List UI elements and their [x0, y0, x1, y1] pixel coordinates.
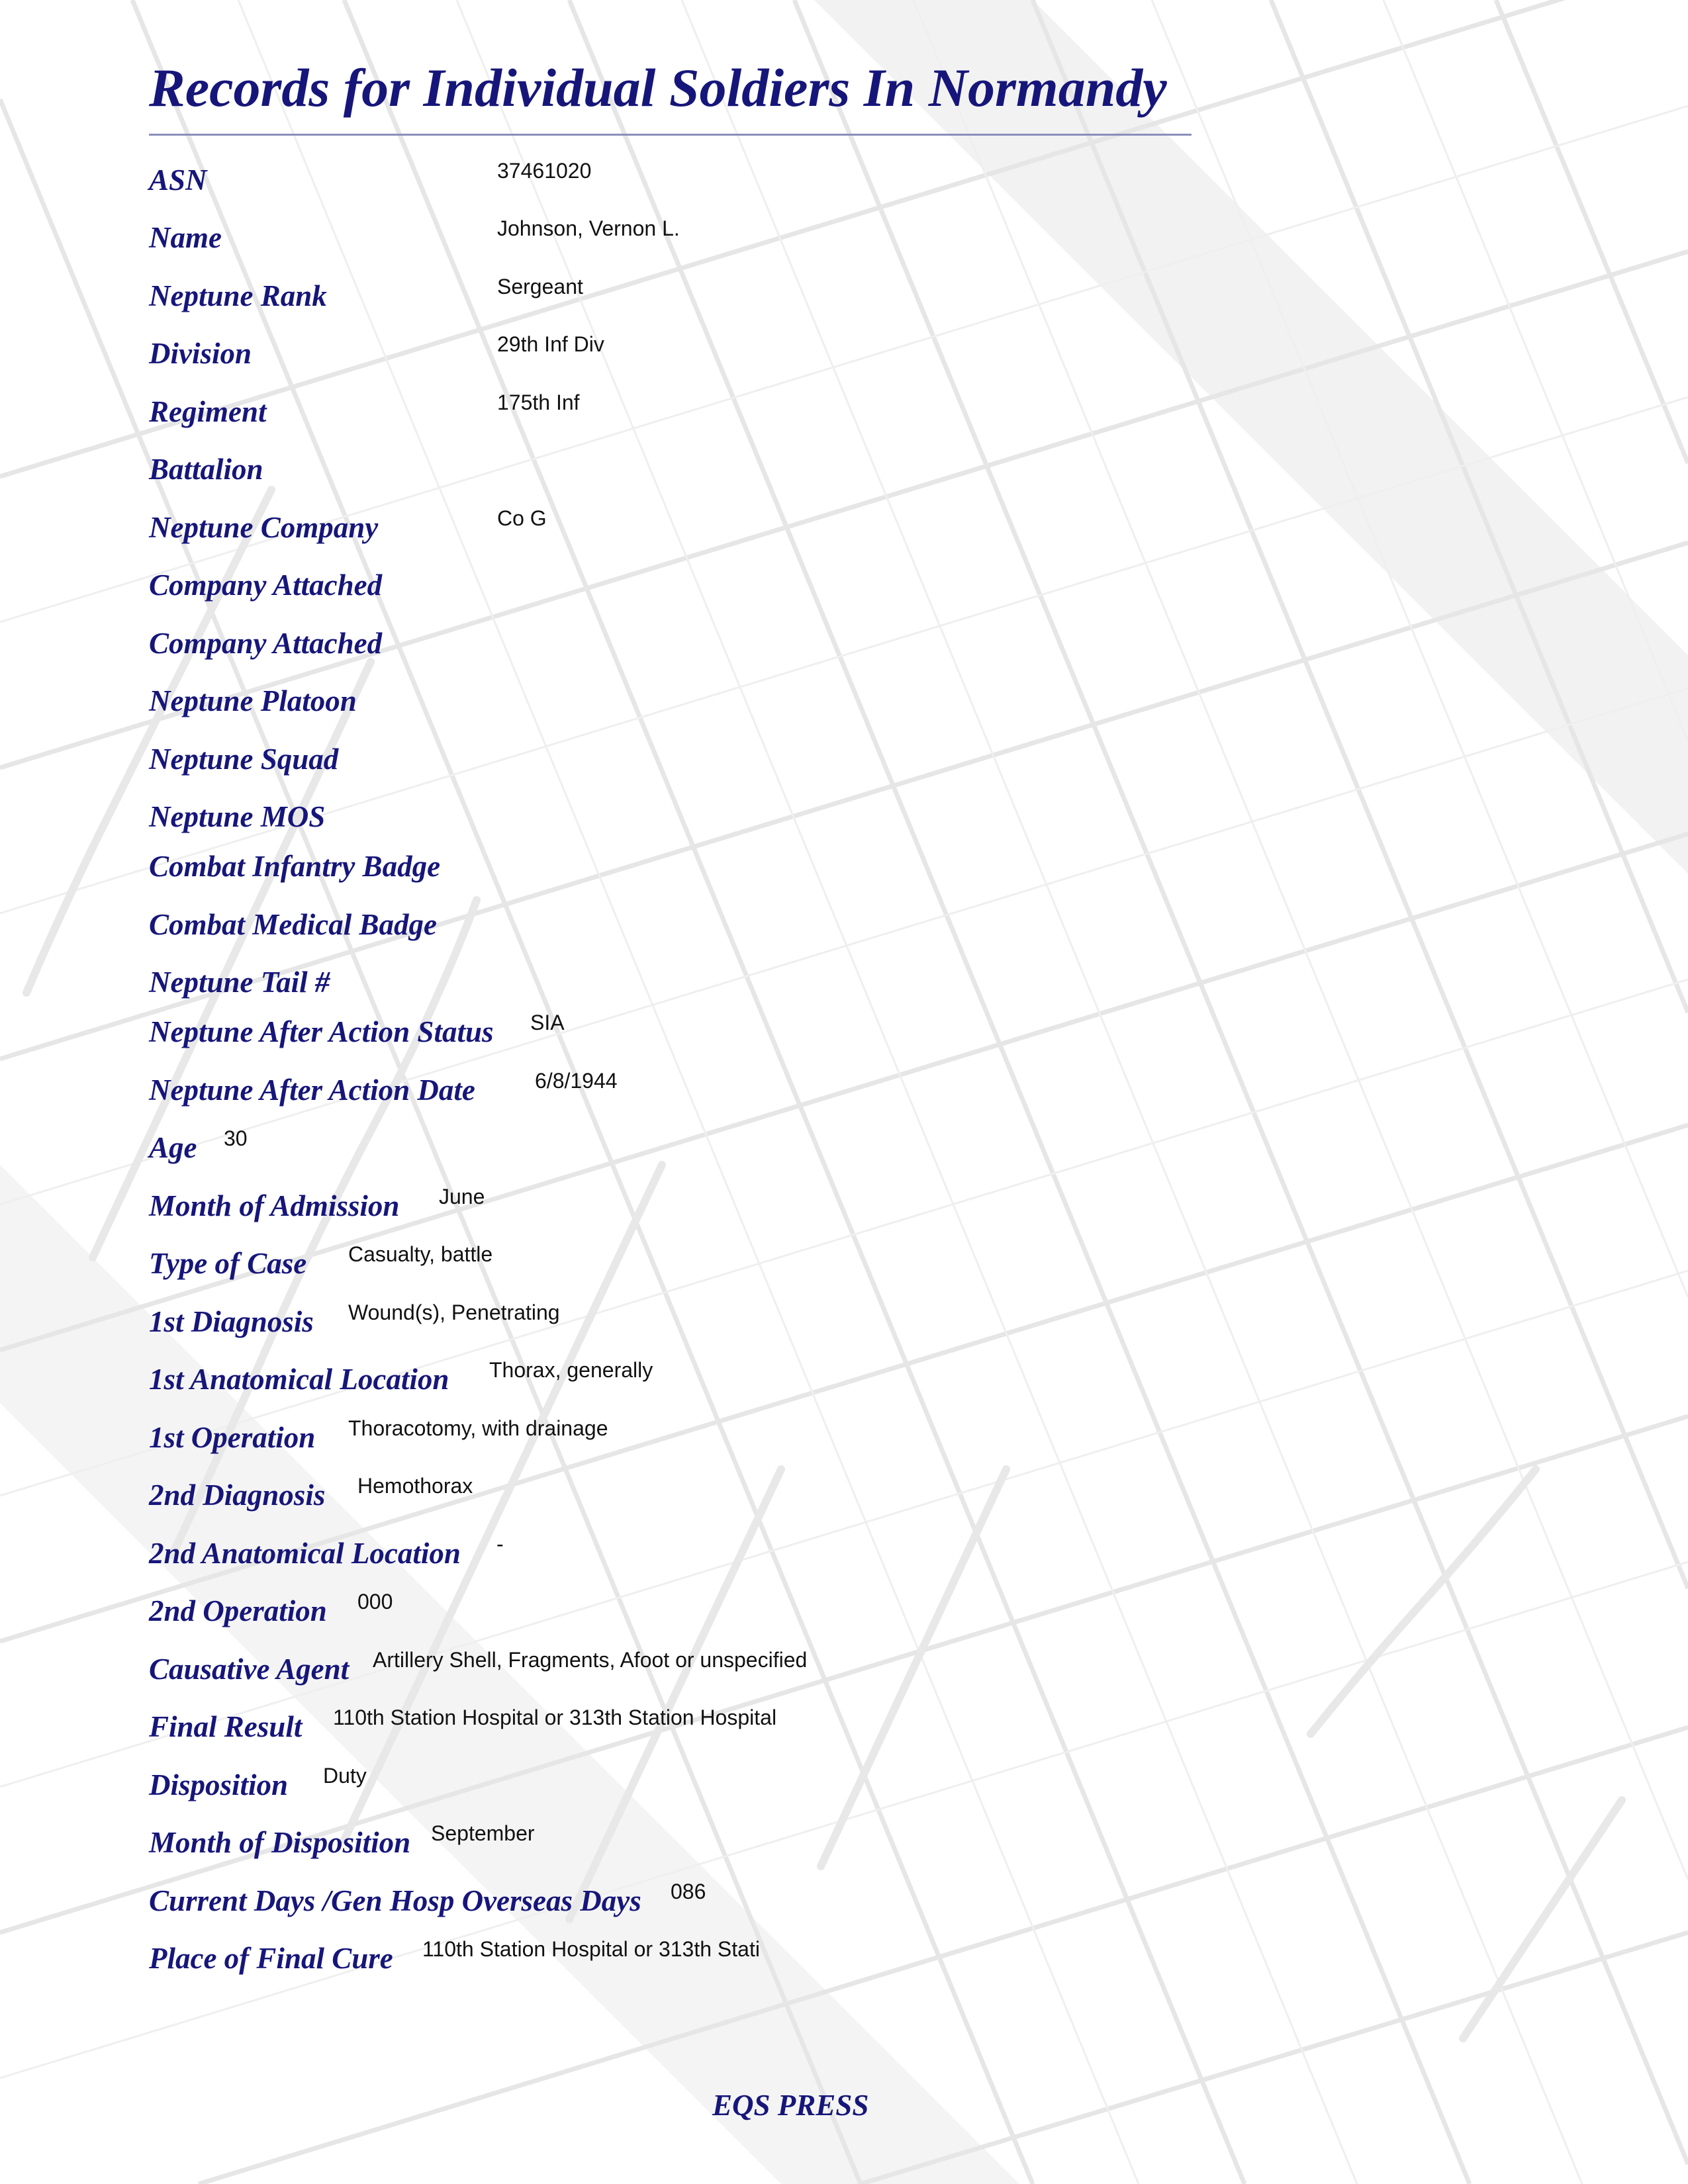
field-2nd-diagnosis: [149, 1474, 473, 1512]
field-neptune-tail: [149, 968, 497, 997]
field-label: ASN: [149, 163, 207, 197]
field-neptune-mos: [149, 802, 497, 832]
field-value: SIA: [530, 1011, 565, 1034]
field-label: Final Result: [149, 1710, 303, 1743]
field-label: Current Days /Gen Hosp Overseas Days: [149, 1884, 641, 1917]
field-label: Type of Case: [149, 1247, 307, 1280]
field-label: Neptune After Action Date: [149, 1073, 475, 1107]
field-label: 2nd Anatomical Location: [149, 1537, 461, 1570]
field-label: Company Attached: [149, 569, 383, 602]
field-neptune-rank: [149, 275, 583, 312]
field-label: Company Attached: [149, 627, 383, 660]
field-value: 110th Station Hospital or 313th Stati: [422, 1937, 760, 1961]
field-2nd-anatomical-location: [149, 1532, 504, 1570]
field-value: Thorax, generally: [489, 1358, 653, 1382]
field-label: Place of Final Cure: [149, 1942, 393, 1975]
field-label: Neptune Platoon: [149, 684, 357, 717]
field-division: [149, 332, 604, 370]
field-value: -: [496, 1532, 504, 1556]
field-value: Hemothorax: [357, 1474, 473, 1498]
field-value: Artillery Shell, Fragments, Afoot or unspecified: [373, 1648, 808, 1672]
field-regiment: [149, 390, 580, 428]
field-1st-diagnosis: [149, 1300, 560, 1338]
field-label: 1st Anatomical Location: [149, 1363, 449, 1396]
field-value: September: [431, 1821, 535, 1845]
field-place-of-final-cure: [149, 1937, 760, 1975]
field-label: Causative Agent: [149, 1653, 350, 1686]
field-label: Month of Admission: [149, 1189, 400, 1222]
field-label: Neptune MOS: [149, 800, 326, 833]
field-label: Regiment: [149, 395, 267, 428]
title-divider: [149, 134, 1192, 136]
field-label: Neptune Squad: [149, 743, 339, 776]
field-causative-agent: [149, 1648, 808, 1686]
field-value: 6/8/1944: [535, 1069, 618, 1093]
field-label: 1st Operation: [149, 1421, 316, 1454]
field-name: [149, 216, 680, 254]
field-label: Neptune After Action Status: [149, 1015, 494, 1048]
field-value: Wound(s), Penetrating: [348, 1300, 560, 1324]
field-neptune-after-action-status: [149, 1011, 565, 1048]
field-label: Disposition: [149, 1768, 289, 1801]
field-1st-anatomical-location: [149, 1358, 653, 1396]
field-label: Combat Medical Badge: [149, 908, 437, 941]
page-title: Records for Individual Soldiers In Normandy: [149, 58, 1167, 118]
field-combat-medical-badge: [149, 910, 497, 940]
field-type-of-case: [149, 1242, 493, 1280]
field-label: Division: [149, 337, 252, 370]
field-company-attached: [149, 570, 497, 600]
field-value: 000: [357, 1590, 393, 1614]
field-label: Neptune Rank: [149, 279, 327, 312]
field-age: [149, 1126, 248, 1164]
field-value: Co G: [497, 506, 547, 530]
field-month-of-admission: [149, 1185, 485, 1222]
field-label: Battalion: [149, 453, 263, 486]
field-company-attached-2: [149, 629, 497, 659]
field-label: Neptune Tail #: [149, 966, 330, 999]
field-label: Month of Disposition: [149, 1826, 411, 1859]
field-overseas-days: [149, 1880, 706, 1917]
field-neptune-company: [149, 506, 547, 544]
field-label: 1st Diagnosis: [149, 1305, 314, 1338]
field-month-of-disposition: [149, 1821, 535, 1859]
field-asn: [149, 159, 592, 197]
field-value: 175th Inf: [497, 390, 580, 414]
field-battalion: [149, 455, 497, 484]
field-value: 110th Station Hospital or 313th Station Hospital: [333, 1706, 777, 1729]
field-value: Sergeant: [497, 275, 583, 298]
field-label: Name: [149, 221, 222, 254]
field-1st-operation: [149, 1416, 608, 1454]
field-label: 2nd Operation: [149, 1594, 327, 1627]
field-value: 37461020: [497, 159, 592, 183]
field-label: Neptune Company: [149, 511, 379, 544]
field-value: 30: [224, 1126, 248, 1150]
field-label: Age: [149, 1131, 197, 1164]
field-combat-infantry-badge: [149, 852, 497, 882]
field-2nd-operation: [149, 1590, 393, 1627]
field-value: Johnson, Vernon L.: [497, 216, 680, 240]
field-value: June: [439, 1185, 485, 1208]
field-label: 2nd Diagnosis: [149, 1479, 326, 1512]
field-label: Combat Infantry Badge: [149, 850, 441, 883]
field-disposition: [149, 1764, 367, 1801]
field-value: 086: [671, 1880, 706, 1903]
field-value: Thoracotomy, with drainage: [348, 1416, 608, 1440]
field-value: Casualty, battle: [348, 1242, 493, 1266]
field-value: 29th Inf Div: [497, 332, 604, 356]
field-value: Duty: [323, 1764, 367, 1788]
field-neptune-platoon: [149, 686, 497, 716]
footer-publisher: EQS PRESS: [712, 2089, 869, 2122]
field-neptune-squad: [149, 745, 497, 774]
field-final-result: [149, 1706, 777, 1743]
field-neptune-after-action-date: [149, 1069, 618, 1107]
